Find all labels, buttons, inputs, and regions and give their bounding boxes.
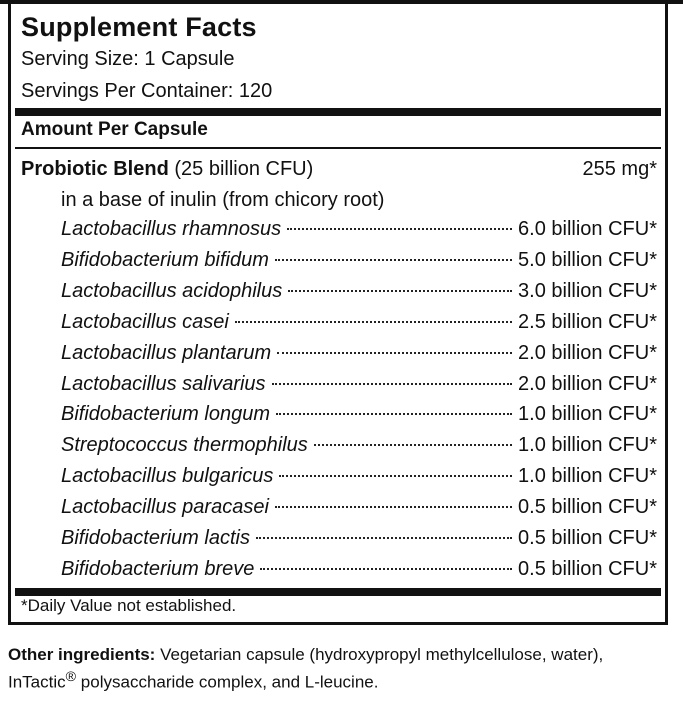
dot-leader [287, 228, 512, 230]
strain-row [61, 311, 657, 339]
strain-amount: 2.5 billion CFU* [518, 310, 657, 333]
strain-amount: 2.0 billion CFU* [518, 372, 657, 395]
strain-amount: 1.0 billion CFU* [518, 403, 657, 426]
strain-amount: 5.0 billion CFU* [518, 248, 657, 271]
servings-per-container: Servings Per Container: 120 [21, 80, 273, 102]
strain-row [61, 218, 657, 246]
dot-leader [235, 321, 512, 323]
amount-header: Amount Per Capsule [21, 119, 208, 140]
blend-detail: (25 billion CFU) [174, 158, 314, 180]
dot-leader [272, 383, 513, 385]
strain-name: Bifidobacterium bifidum [61, 248, 269, 271]
other-ingredients [8, 644, 676, 694]
blend-name: Probiotic Blend [21, 158, 169, 180]
dot-leader [275, 259, 512, 261]
serving-size: Serving Size: 1 Capsule [21, 48, 235, 70]
strain-row [61, 558, 657, 586]
strain-name: Lactobacillus bulgaricus [61, 465, 274, 488]
strain-row [61, 373, 657, 401]
other-ingredients-text-1: Vegetarian capsule (hydroxypropyl methylcellulose, water), InTactic [8, 645, 604, 692]
dot-leader [279, 475, 512, 477]
dot-leader [314, 444, 512, 446]
supplement-facts-panel [8, 4, 668, 625]
strain-name: Lactobacillus salivarius [61, 372, 266, 395]
strain-row [61, 434, 657, 462]
blend-line [21, 158, 313, 181]
dot-leader [260, 568, 512, 570]
dot-leader [256, 537, 512, 539]
thick-divider-bottom [15, 588, 661, 596]
strain-row [61, 527, 657, 555]
dot-leader [288, 290, 512, 292]
strain-amount: 1.0 billion CFU* [518, 434, 657, 457]
strain-row [61, 249, 657, 277]
other-ingredients-label: Other ingredients: [8, 645, 156, 664]
dot-leader [277, 352, 512, 354]
strain-name: Lactobacillus casei [61, 310, 229, 333]
strain-amount: 0.5 billion CFU* [518, 527, 657, 549]
other-ingredients-text-2: polysaccharide complex, and L-leucine. [76, 672, 379, 692]
strain-amount: 0.5 billion CFU* [518, 496, 657, 519]
strain-row [61, 342, 657, 370]
dot-leader [276, 413, 512, 415]
strain-name: Streptococcus thermophilus [61, 434, 308, 457]
strain-name: Lactobacillus acidophilus [61, 279, 283, 302]
dot-leader [275, 506, 512, 508]
strain-name: Lactobacillus rhamnosus [61, 218, 282, 240]
blend-amount: 255 mg* [582, 158, 657, 180]
strain-name: Bifidobacterium breve [61, 557, 255, 580]
strain-row [61, 496, 657, 524]
strain-row [61, 465, 657, 493]
strain-name: Lactobacillus plantarum [61, 341, 272, 364]
strain-amount: 3.0 billion CFU* [518, 279, 657, 302]
strain-amount: 0.5 billion CFU* [518, 557, 657, 580]
strain-amount: 2.0 billion CFU* [518, 341, 657, 364]
thick-divider-top [15, 108, 661, 116]
thin-divider [15, 147, 661, 149]
strain-name: Bifidobacterium lactis [61, 527, 250, 549]
strain-name: Bifidobacterium longum [61, 403, 270, 426]
panel-title: Supplement Facts [21, 12, 257, 42]
strain-amount: 1.0 billion CFU* [518, 465, 657, 488]
footnote: *Daily Value not established. [21, 596, 237, 615]
blend-base: in a base of inulin (from chicory root) [61, 189, 385, 211]
strain-row [61, 403, 657, 431]
strain-row [61, 280, 657, 308]
registered-mark: ® [65, 669, 77, 685]
strain-amount: 6.0 billion CFU* [518, 218, 657, 240]
strain-name: Lactobacillus paracasei [61, 496, 269, 519]
